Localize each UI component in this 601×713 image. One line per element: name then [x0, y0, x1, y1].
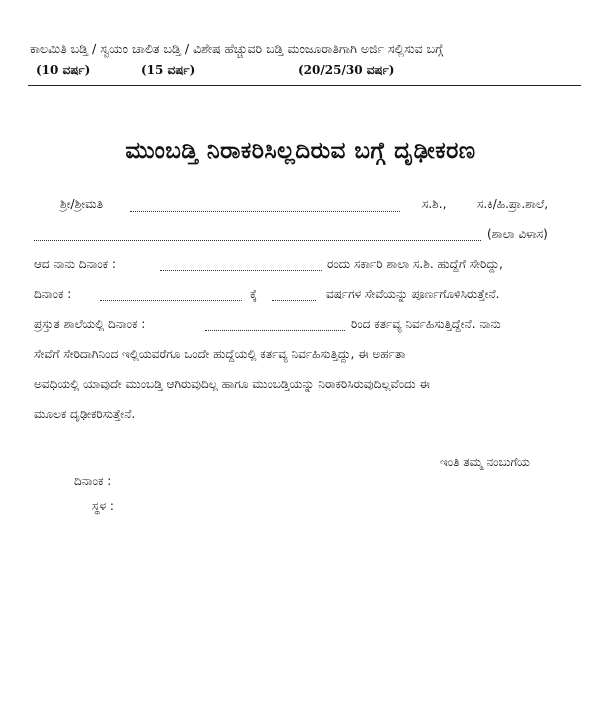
- year-label-20-25-30: (20/25/30 ವರ್ಷ): [298, 63, 395, 77]
- shri-label: ಶ್ರೀ/ಶ್ರೀಮತಿ: [60, 197, 103, 211]
- kke-label: ಕ್ಕೆ: [250, 287, 258, 301]
- closing-text: ಇಂತಿ ತಮ್ಮ ನಂಬುಗೆಯ: [440, 455, 530, 469]
- service-date-label: ದಿನಾಂಕ :: [34, 287, 72, 301]
- service-complete-statement: ವರ್ಷಗಳ ಸೇವೆಯನ್ನು ಪೂರ್ಣಗೊಳಿಸಿರುತ್ತೇನೆ.: [326, 287, 500, 301]
- joined-date-label: ಆದ ನಾನು ದಿನಾಂಕ :: [34, 257, 116, 271]
- current-school-date-label: ಪ್ರಸ್ತುತ ಶಾಲೆಯಲ್ಲಿ ದಿನಾಂಕ :: [34, 317, 146, 331]
- school-type-label: ಸ.ಕಿ/ಹಿ.ಪ್ರಾ.ಶಾಲೆ,: [477, 197, 549, 211]
- declaration-line-2: ಅವಧಿಯಲ್ಲಿ ಯಾವುದೇ ಮುಂಬಡ್ತಿ ಆಗಿರುವುದಿಲ್ಲ ಹಾಗೂ ಮುಂಬಡ್ತಿಯನ್ನು ನಿರಾಕರಿಸಿರುವುದಿಲ್ಲವೆಂದು ಈ: [34, 377, 430, 391]
- year-label-15: (15 ವರ್ಷ): [141, 63, 196, 77]
- sashi-label: ಸ.ಶಿ.,: [422, 197, 447, 211]
- header-title: ಕಾಲಮಿತಿ ಬಡ್ತಿ / ಸ್ವಯಂ ಚಾಲಿತ ಬಡ್ತಿ / ವಿಶೇಷ ಹೆಚ್ಚುವರಿ ಬಡ್ತಿ ಮಂಜೂರಾತಿಗಾಗಿ ಅರ್ಜಿ ಸಲ್ಲಿಸುವ ಬಗ್ಗೆ: [30, 41, 444, 56]
- joined-statement: ರಂದು ಸರ್ಕಾರಿ ಶಾಲಾ ಸ.ಶಿ. ಹುದ್ದೆಗೆ ಸೇರಿದ್ದು,: [327, 257, 503, 271]
- page-title: ಮುಂಬಡ್ತಿ ನಿರಾಕರಿಸಿಲ್ಲದಿರುವ ಬಗ್ಗೆ ದೃಢೀಕರಣ: [125, 138, 476, 164]
- joined-date-blank[interactable]: [160, 270, 322, 271]
- header-divider: [28, 85, 581, 86]
- school-address-label: (ಶಾಲಾ ವಿಳಾಸ): [487, 227, 548, 241]
- signature-place-label: ಸ್ಥಳ :: [92, 499, 114, 513]
- year-label-10: (10 ವರ್ಷ): [36, 63, 91, 77]
- years-blank[interactable]: [272, 300, 316, 301]
- service-date-blank[interactable]: [100, 300, 242, 301]
- signature-date-label: ದಿನಾಂಕ :: [74, 474, 112, 488]
- name-blank[interactable]: [130, 211, 400, 212]
- declaration-line-1: ಸೇವೆಗೆ ಸೇರಿದಾಗಿನಿಂದ ಇಲ್ಲಿಯವರೆಗೂ ಒಂದೇ ಹುದ್ದೆಯಲ್ಲಿ ಕರ್ತವ್ಯ ನಿರ್ವಹಿಸುತ್ತಿದ್ದು, ಈ ಅರ್ಹತಾ: [34, 347, 406, 361]
- current-duty-statement: ರಿಂದ ಕರ್ತವ್ಯ ನಿರ್ವಹಿಸುತ್ತಿದ್ದೇನೆ. ನಾನು: [351, 317, 501, 331]
- declaration-line-3: ಮೂಲಕ ದೃಢೀಕರಿಸುತ್ತೇನೆ.: [34, 407, 136, 421]
- school-address-blank[interactable]: [34, 240, 481, 241]
- current-school-date-blank[interactable]: [205, 330, 345, 331]
